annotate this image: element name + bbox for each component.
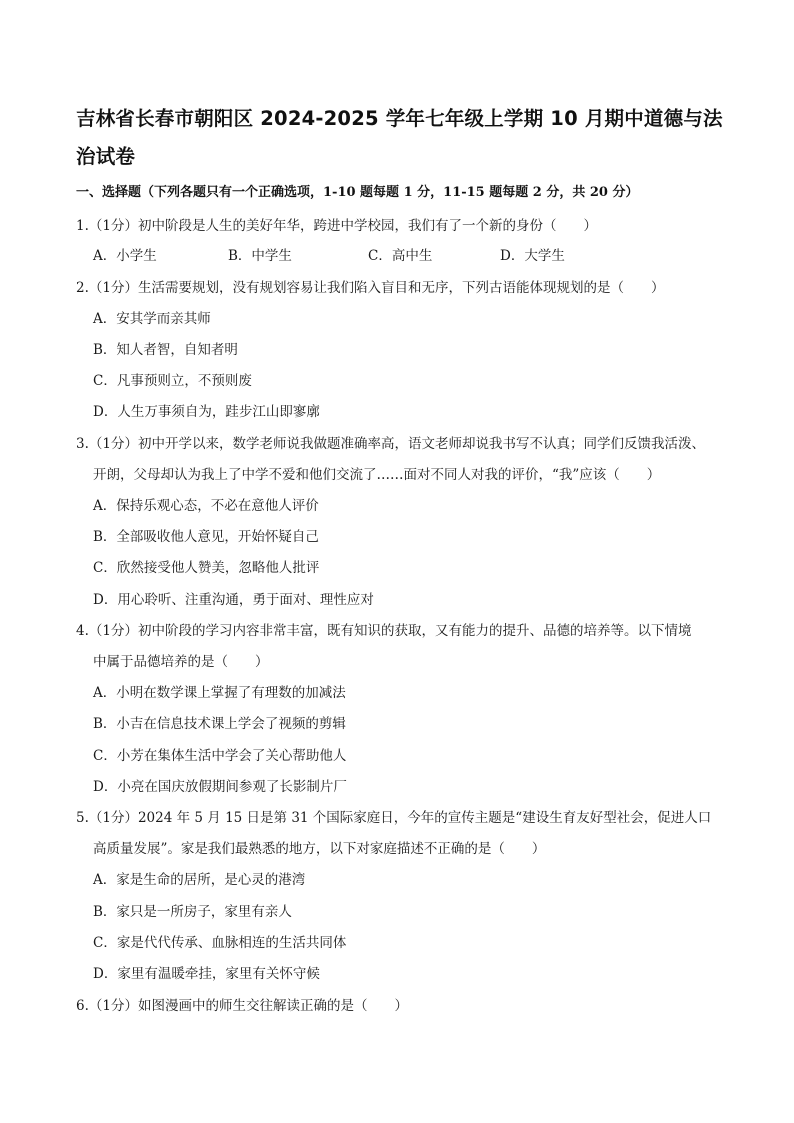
question-2-option-d: D．人生万事须自为，跬步江山即寥廓 bbox=[93, 404, 320, 420]
question-4-option-b: B．小吉在信息技术课上学会了视频的剪辑 bbox=[93, 716, 346, 732]
question-1-stem: 1.（1分）初中阶段是人生的美好年华，跨进中学校园，我们有了一个新的身份（ ） bbox=[76, 218, 597, 234]
question-4-option-d: D．小亮在国庆放假期间参观了长影制片厂 bbox=[93, 779, 347, 795]
question-2-stem: 2.（1分）生活需要规划，没有规划容易让我们陷入盲目和无序，下列古语能体现规划的是（ ） bbox=[76, 280, 665, 296]
question-4-option-a: A．小明在数学课上掌握了有理数的加减法 bbox=[93, 685, 346, 701]
question-1-option-b: B．中学生 bbox=[228, 248, 292, 264]
question-4-stem-cont: 中属于品德培养的是（ ） bbox=[93, 654, 269, 670]
question-1-option-d: D．大学生 bbox=[500, 248, 565, 264]
question-2-option-b: B．知人者智，自知者明 bbox=[93, 342, 238, 358]
question-2-option-c: C．凡事预则立，不预则废 bbox=[93, 373, 252, 389]
question-5-option-a: A．家是生命的居所，是心灵的港湾 bbox=[93, 872, 306, 888]
question-1-option-a: A．小学生 bbox=[93, 248, 157, 264]
page-title: 吉林省长春市朝阳区 2024-2025 学年七年级上学期 10 月期中道德与法治试卷 bbox=[76, 107, 723, 168]
question-3-option-d: D．用心聆听、注重沟通，勇于面对、理性应对 bbox=[93, 592, 374, 608]
question-4-option-c: C．小芳在集体生活中学会了关心帮助他人 bbox=[93, 748, 347, 764]
section-heading: 一、选择题（下列各题只有一个正确选项，1-10 题每题 1 分，11-15 题每题 2 分，共 20 分） bbox=[76, 185, 639, 200]
question-3-option-b: B．全部吸收他人意见，开始怀疑自己 bbox=[93, 529, 319, 545]
question-3-stem: 3.（1分）初中开学以来，数学老师说我做题准确率高，语文老师却说我书写不认真；同学们反馈我活泼、 bbox=[76, 436, 705, 452]
question-3-option-a: A．保持乐观心态，不必在意他人评价 bbox=[93, 498, 319, 514]
question-5-option-d: D．家里有温暖牵挂，家里有关怀守候 bbox=[93, 966, 320, 982]
question-5-option-c: C．家是代代传承、血脉相连的生活共同体 bbox=[93, 935, 347, 951]
question-5-stem: 5.（1分）2024 年 5 月 15 日是第 31 个国际家庭日，今年的宣传主题是“建设生育友好型社会，促进人口 bbox=[76, 810, 712, 826]
question-1-option-c: C．高中生 bbox=[368, 248, 433, 264]
question-3-stem-cont: 开朗，父母却认为我上了中学不爱和他们交流了……面对不同人对我的评价，“我”应该（ ） bbox=[93, 467, 661, 483]
question-6-stem: 6.（1分）如图漫画中的师生交往解读正确的是（ ） bbox=[76, 998, 408, 1014]
question-5-stem-cont: 高质量发展”。家是我们最熟悉的地方，以下对家庭描述不正确的是（ ） bbox=[93, 841, 546, 857]
question-5-option-b: B．家只是一所房子，家里有亲人 bbox=[93, 904, 292, 920]
question-4-stem: 4.（1分）初中阶段的学习内容非常丰富，既有知识的获取，又有能力的提升、品德的培养等。以下情境 bbox=[76, 623, 692, 639]
question-2-option-a: A．安其学而亲其师 bbox=[93, 311, 211, 327]
question-3-option-c: C．欣然接受他人赞美，忽略他人批评 bbox=[93, 560, 320, 576]
